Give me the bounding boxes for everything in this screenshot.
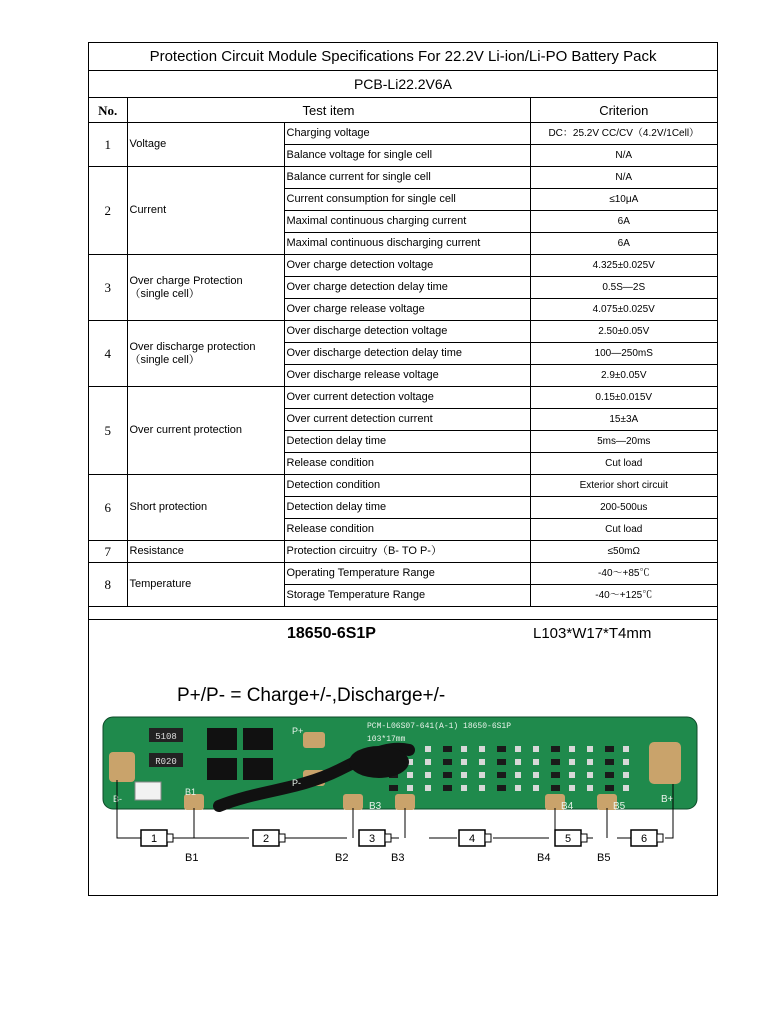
cell-number: 4 [468, 833, 476, 845]
test-item: Over discharge detection voltage [284, 321, 530, 343]
spec-row [89, 541, 717, 563]
spec-row [89, 255, 717, 277]
test-item: Over discharge detection delay time [284, 343, 530, 365]
test-item: Detection delay time [284, 431, 530, 453]
resistor-2-label: R020 [155, 757, 177, 767]
test-item: Storage Temperature Range [284, 585, 530, 607]
criterion-value: Cut load [530, 453, 717, 475]
pad-label-p-minus: P- [292, 778, 301, 788]
node-label: B4 [537, 852, 551, 864]
row-number: 2 [89, 167, 127, 255]
row-category: Current [127, 167, 284, 255]
pcb-silkscreen: PCM-L06S07-641(A-1) 18650-6S1P [367, 722, 512, 731]
pad-label-b-plus: B+ [661, 794, 674, 805]
spec-table [89, 43, 717, 607]
connector [135, 782, 161, 800]
cell-number: 1 [150, 833, 158, 845]
spec-row [89, 167, 717, 189]
test-item: Balance current for single cell [284, 167, 530, 189]
wire-knot [349, 746, 409, 778]
test-item: Maximal continuous charging current [284, 211, 530, 233]
pad-label-b1: B1 [185, 787, 197, 797]
battery-cell [253, 830, 285, 846]
battery-cell [631, 830, 663, 846]
criterion-value: 4.325±0.025V [530, 255, 717, 277]
criterion-value: 0.15±0.015V [530, 387, 717, 409]
criterion-value: DC：25.2V CC/CV（4.2V/1Cell） [530, 123, 717, 145]
criterion-value: 200-500us [530, 497, 717, 519]
node-label: B5 [597, 852, 611, 864]
spec-row [89, 387, 717, 409]
test-item: Maximal continuous discharging current [284, 233, 530, 255]
test-item: Detection condition [284, 475, 530, 497]
criterion-value: 6A [530, 211, 717, 233]
node-label: B3 [391, 852, 405, 864]
node-label: B2 [335, 852, 349, 864]
battery-cell [359, 830, 391, 846]
criterion-value: -40～+125℃ [530, 585, 717, 607]
board-dimensions: L103*W17*T4mm [533, 625, 652, 642]
spec-title: Protection Circuit Module Specifications For 22.2V Li-ion/Li-PO Battery Pack [89, 43, 717, 71]
spec-row [89, 123, 717, 145]
row-number: 7 [89, 541, 127, 563]
board-section [89, 619, 717, 896]
pad-label-b3: B3 [369, 801, 382, 812]
row-category: Short protection [127, 475, 284, 541]
test-item: Over charge release voltage [284, 299, 530, 321]
cell-number: 2 [262, 833, 270, 845]
test-item: Over charge detection delay time [284, 277, 530, 299]
criterion-value: -40～+85℃ [530, 563, 717, 585]
pad-b-plus [649, 742, 681, 784]
criterion-value: Cut load [530, 519, 717, 541]
charge-discharge-note: P+/P- = Charge+/-,Discharge+/- [177, 685, 446, 706]
pcb-diagram [89, 620, 717, 896]
criterion-value: 4.075±0.025V [530, 299, 717, 321]
pcb-silkscreen-size: 103*17mm [367, 735, 406, 744]
row-category: Voltage [127, 123, 284, 167]
header-no: No. [89, 98, 127, 123]
row-number: 4 [89, 321, 127, 387]
spec-row [89, 321, 717, 343]
row-category: Over charge Protection （single cell） [127, 255, 284, 321]
pad-label-p-plus: P+ [292, 726, 304, 736]
criterion-value: N/A [530, 167, 717, 189]
row-number: 3 [89, 255, 127, 321]
header-criterion: Criterion [530, 98, 717, 123]
test-item: Operating Temperature Range [284, 563, 530, 585]
criterion-value: 5ms—20ms [530, 431, 717, 453]
test-item: Detection delay time [284, 497, 530, 519]
row-number: 6 [89, 475, 127, 541]
test-item: Balance voltage for single cell [284, 145, 530, 167]
cell-number: 5 [564, 833, 572, 845]
criterion-value: 15±3A [530, 409, 717, 431]
test-item: Over current detection voltage [284, 387, 530, 409]
battery-cell [459, 830, 491, 846]
criterion-value: 2.50±0.05V [530, 321, 717, 343]
pad-label-b-minus: B- [113, 794, 122, 804]
header-test-item: Test item [127, 98, 530, 123]
spec-row [89, 475, 717, 497]
row-number: 8 [89, 563, 127, 607]
row-category: Resistance [127, 541, 284, 563]
criterion-value: ≤10μA [530, 189, 717, 211]
spec-sheet [88, 42, 718, 896]
model-number: PCB-Li22.2V6A [89, 71, 717, 98]
row-category: Temperature [127, 563, 284, 607]
resistor-1-label: 5108 [155, 732, 177, 742]
spec-row [89, 563, 717, 585]
test-item: Release condition [284, 519, 530, 541]
test-item: Charging voltage [284, 123, 530, 145]
row-number: 5 [89, 387, 127, 475]
row-category: Over current protection [127, 387, 284, 475]
board-model-label: 18650-6S1P [287, 625, 376, 642]
node-label: B1 [185, 852, 199, 864]
pad-p-plus [303, 732, 325, 748]
test-item: Protection circuitry（B- TO P-） [284, 541, 530, 563]
cell-number: 3 [368, 833, 376, 845]
pad-label-b4: B4 [561, 801, 574, 812]
test-item: Over current detection current [284, 409, 530, 431]
criterion-value: 0.5S—2S [530, 277, 717, 299]
pad-label-b5: B5 [613, 801, 626, 812]
criterion-value: 6A [530, 233, 717, 255]
criterion-value: 2.9±0.05V [530, 365, 717, 387]
row-number: 1 [89, 123, 127, 167]
battery-cell [555, 830, 587, 846]
battery-cell [141, 830, 173, 846]
criterion-value: Exterior short circuit [530, 475, 717, 497]
criterion-value: 100—250mS [530, 343, 717, 365]
node-labels [185, 852, 610, 864]
pad-b-minus [109, 752, 135, 782]
criterion-value: ≤50mΩ [530, 541, 717, 563]
test-item: Over charge detection voltage [284, 255, 530, 277]
test-item: Over discharge release voltage [284, 365, 530, 387]
row-category: Over discharge protection（single cell） [127, 321, 284, 387]
criterion-value: N/A [530, 145, 717, 167]
test-item: Current consumption for single cell [284, 189, 530, 211]
test-item: Release condition [284, 453, 530, 475]
cell-number: 6 [640, 833, 648, 845]
